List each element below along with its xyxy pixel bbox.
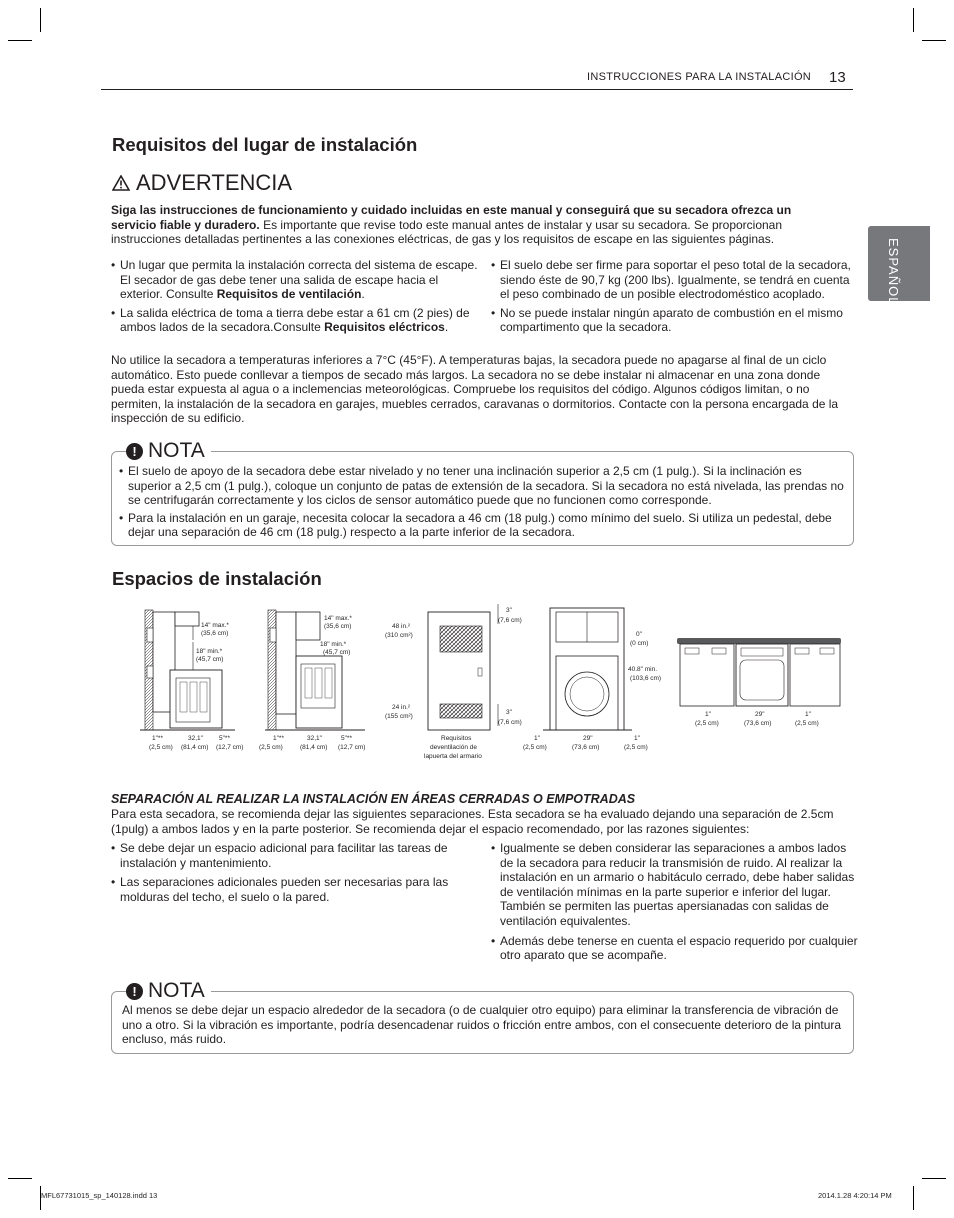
language-tab	[868, 226, 930, 306]
svg-text:14" max.*: 14" max.*	[324, 615, 352, 622]
svg-text:(45,7 cm): (45,7 cm)	[196, 656, 224, 663]
svg-text:5"**: 5"**	[341, 735, 352, 742]
svg-text:18" min.*: 18" min.*	[196, 648, 223, 655]
svg-text:(81,4 cm): (81,4 cm)	[300, 744, 328, 751]
requirements-list-left	[111, 258, 483, 339]
svg-text:32,1": 32,1"	[188, 735, 203, 742]
svg-text:0": 0"	[636, 631, 642, 638]
warning-heading	[112, 170, 292, 196]
warning-body-text: Es importante que revise todo este manual antes de instalar y usar su secadora. Se proporcionan instrucciones detalladas pertinentes a las conexiones eléctricas, de gas y los requisitos de escape en las siguientes páginas.	[111, 217, 783, 247]
list-item: • No se puede instalar ningún aparato de combustión en el mismo compartimento que la secadora.	[491, 306, 856, 335]
svg-text:(2,5 cm): (2,5 cm)	[624, 744, 648, 751]
svg-text:(7,6 cm): (7,6 cm)	[498, 617, 522, 624]
list-item: • Las separaciones adicionales pueden ser necesarias para las molduras del techo, el suelo o la pared.	[111, 875, 473, 904]
crop-mark	[922, 40, 946, 41]
clearance-intro: Para esta secadora, se recomienda dejar las siguientes separaciones. Esta secadora se ha evaluado dejando una separación de 2.5cm (1pulg) a ambos lados y en la parte posterior. Se recomienda dejar el espacio recomendado, por las razones siguientes:	[111, 807, 834, 836]
list-item: • Además debe tenerse en cuenta el espacio requerido por cualquier otro aparato que se acompañe.	[491, 934, 859, 963]
language-tab-label: ESPAÑOL	[886, 238, 901, 306]
svg-text:3": 3"	[506, 709, 512, 716]
note-heading	[126, 979, 211, 1003]
crop-mark	[8, 40, 32, 41]
svg-text:1"**: 1"**	[152, 735, 163, 742]
clearance-list-left	[111, 841, 473, 908]
warning-text	[111, 203, 836, 247]
svg-text:(12,7 cm): (12,7 cm)	[338, 744, 366, 751]
diagram-alcove	[259, 610, 365, 751]
svg-text:(81,4 cm): (81,4 cm)	[181, 744, 209, 751]
svg-text:(2,5 cm): (2,5 cm)	[149, 744, 173, 751]
header-rule	[101, 89, 853, 90]
footer-file: MFL67731015_sp_140128.indd 13	[41, 1191, 158, 1200]
warning-triangle-icon	[112, 175, 130, 191]
svg-text:(2,5 cm): (2,5 cm)	[795, 720, 819, 727]
svg-text:1": 1"	[805, 711, 811, 718]
crop-mark	[8, 1178, 32, 1179]
svg-text:3": 3"	[506, 607, 512, 614]
footer-date: 2014.1.28 4:20:14 PM	[818, 1191, 892, 1200]
note-text: Al menos se debe dejar un espacio alrededor de la secadora (o de cualquier otro equipo) para eliminar la transferencia de vibración de uno a otro. Si la vibración es importante, podría desencadenar ruidos o fricción entre ambos, con el consecuente deterioro de la pintura encluso, más ruido.	[122, 1003, 842, 1047]
svg-text:Requisitos: Requisitos	[441, 735, 472, 742]
list-item: • Igualmente se deben considerar las separaciones a ambos lados de la secadora para reducir la transmisión de ruido. Al realizar la instalación en un armario o habitáculo cerrado, debe haber salidas de ventilación mínimas en la parte superior e inferior del lugar. También se permiten las puertas apersianadas con salidas de ventilación equivalentes.	[491, 841, 859, 929]
svg-text:1": 1"	[705, 711, 711, 718]
section-title: Espacios de instalación	[112, 568, 322, 589]
diagram-closet-front	[523, 608, 661, 751]
diagram-wall-cabinet	[140, 610, 243, 751]
svg-text:lapuerta del armario: lapuerta del armario	[424, 753, 482, 760]
list-item: • La salida eléctrica de toma a tierra debe estar a 61 cm (2 pies) de ambos lados de la secadora.Consulte Requisitos eléctricos.	[111, 306, 483, 335]
note-heading	[126, 439, 211, 463]
svg-text:48 in.²: 48 in.²	[392, 623, 411, 630]
svg-text:29": 29"	[755, 711, 765, 718]
diagram-closet-door-vents	[385, 604, 522, 760]
svg-text:(35,6 cm): (35,6 cm)	[324, 623, 352, 630]
page-number: 13	[829, 69, 846, 86]
svg-text:32,1": 32,1"	[307, 735, 322, 742]
warning-bold-text: Siga las instrucciones de funcionamiento y cuidado incluidas en este manual y conseguirá que su secadora ofrezca un servicio fiable y duradero.	[111, 203, 792, 232]
exclamation-icon: !	[126, 983, 143, 1000]
svg-text:(155 cm²): (155 cm²)	[385, 713, 413, 720]
svg-text:(2,5 cm): (2,5 cm)	[523, 744, 547, 751]
crop-mark	[913, 8, 914, 32]
svg-text:(12,7 cm): (12,7 cm)	[216, 744, 244, 751]
crop-mark	[913, 1186, 914, 1210]
svg-text:14" max.*: 14" max.*	[201, 622, 229, 629]
svg-text:(310 cm²): (310 cm²)	[385, 632, 413, 639]
list-item: • El suelo debe ser firme para soportar el peso total de la secadora, siendo éste de 90,7 kg (200 lbs). Igualmente, se tendrá en cuenta el peso combinado de un posible electrodoméstico acoplado.	[491, 258, 856, 302]
temperature-paragraph: No utilice la secadora a temperaturas inferiores a 7°C (45°F). A temperaturas bajas, la secadora puede no apagarse al final de un ciclo automático. Esto puede conllevar a tiempos de secado más largos. La secadora no se debe instalar ni almacenar en una zona donde pueda estar expuesta al agua o a inclemencias meteorológicas. Compruebe los requisitos del código. Algunos códigos limitan, o no permiten, la instalación de la secadora en garajes, muebles cerrados, caravanas o dormitorios. Contacte con la persona encargada de la inspección de su edificio.	[111, 353, 839, 426]
exclamation-icon: !	[126, 443, 143, 460]
svg-text:1"**: 1"**	[273, 735, 284, 742]
svg-text:deventilación de: deventilación de	[430, 744, 477, 751]
svg-text:(73,6 cm): (73,6 cm)	[744, 720, 772, 727]
note-title: NOTA	[148, 439, 205, 462]
svg-text:(7,6 cm): (7,6 cm)	[498, 719, 522, 726]
crop-mark	[922, 1178, 946, 1179]
svg-text:29": 29"	[583, 735, 593, 742]
svg-text:1": 1"	[534, 735, 540, 742]
clearance-list-right	[491, 841, 859, 967]
note-title: NOTA	[148, 979, 205, 1002]
crop-mark	[40, 8, 41, 32]
running-header: INSTRUCCIONES PARA LA INSTALACIÓN	[587, 71, 812, 83]
svg-text:(103,6 cm): (103,6 cm)	[630, 675, 662, 682]
diagram-under-counter	[677, 638, 841, 727]
list-item: • El suelo de apoyo de la secadora debe estar nivelado y no tener una inclinación superior a 2,5 cm (1 pulg.). Si la inclinación es superior a 2,5 cm (1 pulg.), coloque un conjunto de patas de extensión de la secadora. Si la secadora no está nivelada, las prendas no se centrifugarán correctamente y los ciclos de sensor automático puede que no funcionen como corresponde.	[119, 464, 846, 508]
svg-text:(2,5 cm): (2,5 cm)	[695, 720, 719, 727]
svg-text:(35,6 cm): (35,6 cm)	[201, 630, 229, 637]
note-list	[119, 464, 846, 544]
svg-text:40.8" min.: 40.8" min.	[628, 666, 658, 673]
list-item: • Un lugar que permita la instalación correcta del sistema de escape. El secador de gas debe tener una salida de escape hacia el exterior. Consulte Requisitos de ventilación.	[111, 258, 483, 302]
svg-text:(0 cm): (0 cm)	[630, 640, 649, 647]
clearance-diagrams	[140, 598, 850, 768]
svg-text:(2,5 cm): (2,5 cm)	[259, 744, 283, 751]
requirements-list-right	[491, 258, 856, 339]
list-item: • Para la instalación en un garaje, necesita colocar la secadora a 46 cm (18 pulg.) como mínimo del suelo. Si utiliza un pedestal, debe dejar una separación de 46 cm (18 pulg.) respecto a la parte inferior de la secadora.	[119, 511, 846, 540]
svg-text:1": 1"	[634, 735, 640, 742]
svg-text:(73,6 cm): (73,6 cm)	[572, 744, 600, 751]
subheading: SEPARACIÓN AL REALIZAR LA INSTALACIÓN EN ÁREAS CERRADAS O EMPOTRADAS	[111, 792, 636, 806]
warning-title: ADVERTENCIA	[136, 170, 293, 195]
svg-text:18" min.*: 18" min.*	[320, 641, 347, 648]
list-item: • Se debe dejar un espacio adicional para facilitar las tareas de instalación y mantenimiento.	[111, 841, 473, 870]
section-title: Requisitos del lugar de instalación	[112, 134, 418, 155]
svg-text:(45,7 cm): (45,7 cm)	[323, 649, 351, 656]
svg-text:5"**: 5"**	[219, 735, 230, 742]
svg-text:24 in.²: 24 in.²	[392, 704, 411, 711]
